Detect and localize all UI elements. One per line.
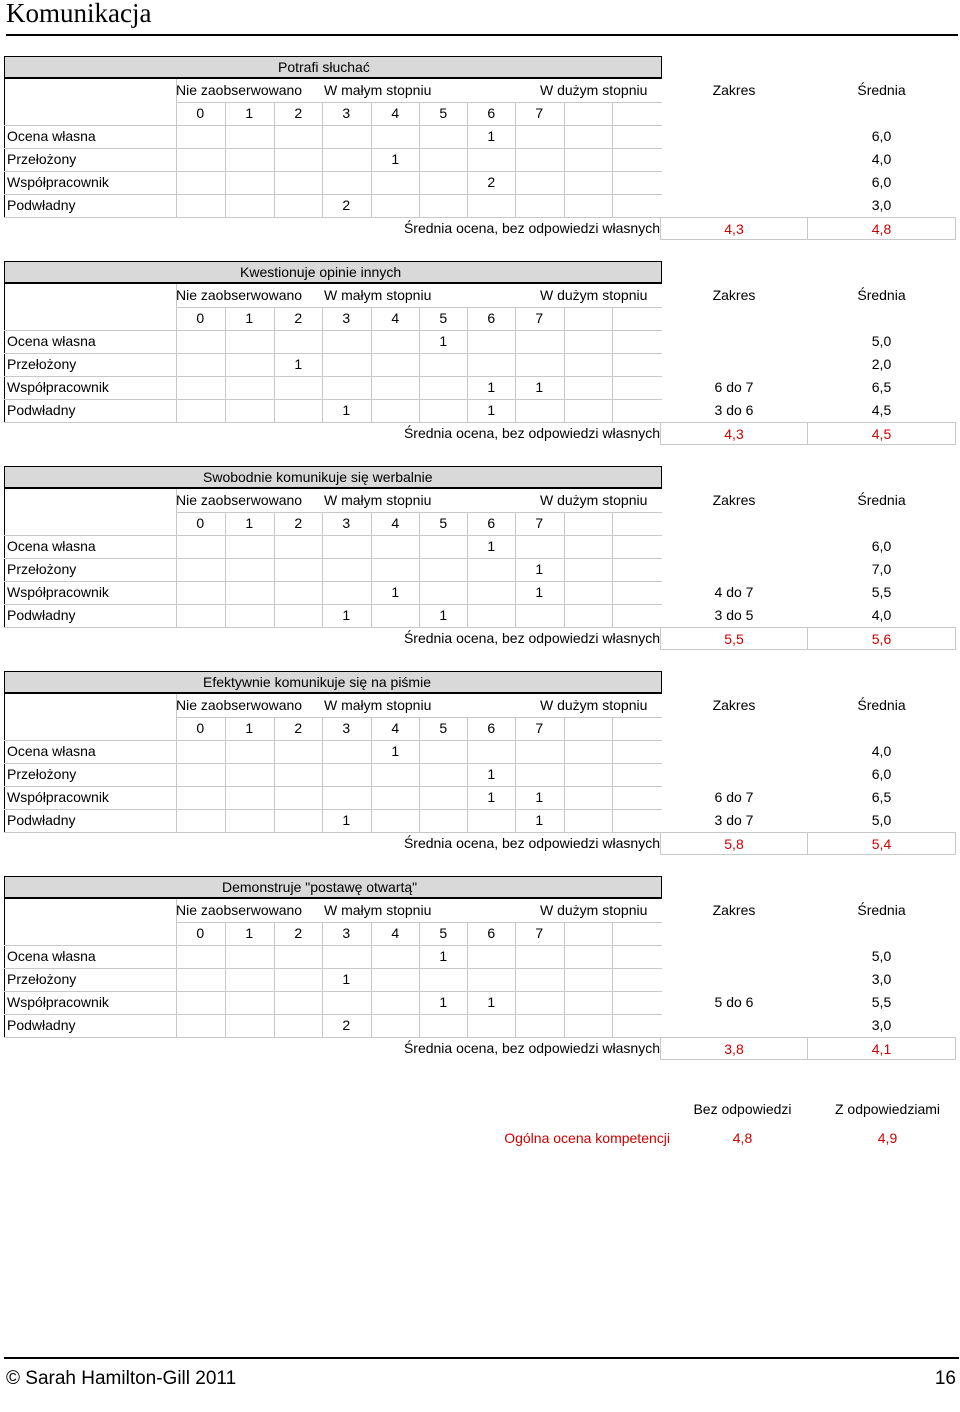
- score-count: 1: [342, 812, 351, 828]
- scale-label: 0: [196, 105, 205, 121]
- score-average: 4,0: [871, 607, 892, 623]
- grid-line: [612, 512, 613, 627]
- score-range: 3 do 6: [714, 402, 754, 418]
- overall-score-label: Ogólna ocena kompetencji: [504, 1130, 670, 1146]
- rater-label: Podwładny: [7, 607, 76, 623]
- scale-label: 3: [342, 310, 351, 326]
- score-average: 6,5: [871, 379, 892, 395]
- header-range: Zakres: [712, 492, 756, 508]
- rater-label: Przełożony: [7, 356, 77, 372]
- scale-label: 3: [342, 925, 351, 941]
- grid-line: [564, 512, 565, 627]
- score-count: 1: [439, 994, 448, 1010]
- competency-section: [4, 876, 960, 1060]
- rater-label: Przełożony: [7, 766, 77, 782]
- score-average: 5,0: [871, 333, 892, 349]
- score-count: 1: [487, 128, 496, 144]
- footer-divider: [4, 1357, 959, 1359]
- scale-label: 7: [535, 515, 544, 531]
- scale-label: 1: [245, 925, 254, 941]
- rater-label: Podwładny: [7, 402, 76, 418]
- scale-label: 5: [439, 720, 448, 736]
- header-small-degree: W małym stopniu: [324, 902, 432, 918]
- score-count: 2: [342, 1017, 351, 1033]
- overall-summary: [0, 1098, 960, 1158]
- score-count: 1: [535, 379, 544, 395]
- score-count: 1: [294, 356, 303, 372]
- score-count: 1: [487, 379, 496, 395]
- scale-label: 6: [487, 515, 496, 531]
- avg-excl-self-label: Średnia ocena, bez odpowiedzi własnych: [403, 1040, 660, 1056]
- rater-label: Przełożony: [7, 561, 77, 577]
- grid-line: [564, 307, 565, 422]
- score-average: 3,0: [871, 1017, 892, 1033]
- rater-label: Współpracownik: [7, 994, 109, 1010]
- overall-score-with: 4,9: [877, 1130, 898, 1146]
- header-average: Średnia: [857, 697, 906, 713]
- rater-label: Ocena własna: [7, 743, 96, 759]
- score-count: 1: [391, 743, 400, 759]
- rater-label: Ocena własna: [7, 333, 96, 349]
- grid-line: [564, 717, 565, 832]
- competency-section: [4, 56, 960, 240]
- scale-label: 2: [294, 515, 303, 531]
- section-title: Potrafi słuchać: [278, 59, 370, 75]
- score-count: 1: [342, 971, 351, 987]
- header-average: Średnia: [857, 287, 906, 303]
- avg-excl-self-average: 4,8: [807, 217, 956, 240]
- score-average: 6,5: [871, 789, 892, 805]
- section-title: Swobodnie komunikuje się werbalnie: [203, 469, 433, 485]
- score-count: 1: [487, 789, 496, 805]
- avg-excl-self-range: 4,3: [660, 217, 808, 240]
- avg-excl-self-range: 5,5: [660, 627, 808, 650]
- scale-label: 2: [294, 720, 303, 736]
- overall-score-without: 4,8: [732, 1130, 753, 1146]
- score-average: 7,0: [871, 561, 892, 577]
- score-count: 1: [342, 607, 351, 623]
- score-range: 4 do 7: [714, 584, 754, 600]
- avg-excl-self-average: 4,1: [807, 1037, 956, 1060]
- score-average: 5,0: [871, 812, 892, 828]
- section-title: Kwestionuje opinie innych: [240, 264, 402, 280]
- rater-label: Ocena własna: [7, 128, 96, 144]
- competency-section: [4, 261, 960, 445]
- score-average: 6,0: [871, 766, 892, 782]
- scale-label: 4: [391, 105, 400, 121]
- scale-label: 0: [196, 925, 205, 941]
- summary-col-without: Bez odpowiedzi: [693, 1101, 792, 1117]
- scale-label: 4: [391, 310, 400, 326]
- score-average: 3,0: [871, 197, 892, 213]
- header-range: Zakres: [712, 82, 756, 98]
- score-count: 1: [487, 402, 496, 418]
- rater-label: Ocena własna: [7, 948, 96, 964]
- score-count: 1: [535, 561, 544, 577]
- scale-label: 2: [294, 310, 303, 326]
- score-average: 4,5: [871, 402, 892, 418]
- footer-copyright: © Sarah Hamilton-Gill 2011: [6, 1368, 237, 1389]
- scale-label: 0: [196, 310, 205, 326]
- scale-label: 1: [245, 310, 254, 326]
- rater-label: Współpracownik: [7, 584, 109, 600]
- scale-label: 6: [487, 720, 496, 736]
- page-number: 16: [934, 1368, 956, 1389]
- header-average: Średnia: [857, 902, 906, 918]
- header-large-degree: W dużym stopniu: [540, 697, 648, 713]
- grid-line: [564, 102, 565, 217]
- score-average: 6,0: [871, 128, 892, 144]
- scale-label: 4: [391, 720, 400, 736]
- scale-label: 0: [196, 720, 205, 736]
- avg-excl-self-average: 5,6: [807, 627, 956, 650]
- header-not-observed: Nie zaobserwowano: [176, 697, 303, 713]
- scale-label: 5: [439, 925, 448, 941]
- header-large-degree: W dużym stopniu: [540, 902, 648, 918]
- header-range: Zakres: [712, 697, 756, 713]
- scale-label: 7: [535, 720, 544, 736]
- score-count: 1: [535, 812, 544, 828]
- score-range: 3 do 7: [714, 812, 754, 828]
- header-range: Zakres: [712, 287, 756, 303]
- rater-label: Współpracownik: [7, 174, 109, 190]
- summary-col-with: Z odpowiedziami: [834, 1101, 941, 1117]
- scale-label: 1: [245, 515, 254, 531]
- scale-label: 3: [342, 105, 351, 121]
- section-title: Demonstruje "postawę otwartą": [222, 879, 418, 895]
- competency-section: [4, 671, 960, 855]
- scale-label: 5: [439, 515, 448, 531]
- score-average: 5,0: [871, 948, 892, 964]
- score-average: 2,0: [871, 356, 892, 372]
- score-count: 1: [487, 994, 496, 1010]
- rater-label: Ocena własna: [7, 538, 96, 554]
- score-count: 1: [535, 789, 544, 805]
- rater-label: Przełożony: [7, 151, 77, 167]
- score-range: 6 do 7: [714, 789, 754, 805]
- header-range: Zakres: [712, 902, 756, 918]
- header-small-degree: W małym stopniu: [324, 697, 432, 713]
- score-range: 3 do 5: [714, 607, 754, 623]
- scale-label: 7: [535, 925, 544, 941]
- header-average: Średnia: [857, 82, 906, 98]
- score-count: 1: [342, 402, 351, 418]
- rater-label: Podwładny: [7, 1017, 76, 1033]
- scale-label: 3: [342, 720, 351, 736]
- score-range: 5 do 6: [714, 994, 754, 1010]
- scale-label: 0: [196, 515, 205, 531]
- scale-label: 6: [487, 925, 496, 941]
- competency-section: [4, 466, 960, 650]
- score-range: 6 do 7: [714, 379, 754, 395]
- avg-excl-self-range: 3,8: [660, 1037, 808, 1060]
- scale-label: 6: [487, 310, 496, 326]
- score-count: 2: [342, 197, 351, 213]
- scale-label: 5: [439, 310, 448, 326]
- avg-excl-self-average: 4,5: [807, 422, 956, 445]
- header-average: Średnia: [857, 492, 906, 508]
- score-count: 1: [535, 584, 544, 600]
- avg-excl-self-average: 5,4: [807, 832, 956, 855]
- score-count: 2: [487, 174, 496, 190]
- title-underline: [6, 34, 958, 36]
- avg-excl-self-label: Średnia ocena, bez odpowiedzi własnych: [403, 630, 660, 646]
- rater-label: Podwładny: [7, 812, 76, 828]
- grid-line: [612, 717, 613, 832]
- grid-line: [564, 922, 565, 1037]
- header-not-observed: Nie zaobserwowano: [176, 287, 303, 303]
- scale-label: 2: [294, 925, 303, 941]
- header-small-degree: W małym stopniu: [324, 287, 432, 303]
- avg-excl-self-label: Średnia ocena, bez odpowiedzi własnych: [403, 220, 660, 236]
- scale-label: 7: [535, 105, 544, 121]
- scale-label: 3: [342, 515, 351, 531]
- scale-label: 1: [245, 720, 254, 736]
- header-large-degree: W dużym stopniu: [540, 287, 648, 303]
- score-average: 4,0: [871, 151, 892, 167]
- section-title: Efektywnie komunikuje się na piśmie: [203, 674, 431, 690]
- avg-excl-self-range: 4,3: [660, 422, 808, 445]
- scale-label: 4: [391, 515, 400, 531]
- rater-label: Przełożony: [7, 971, 77, 987]
- header-large-degree: W dużym stopniu: [540, 82, 648, 98]
- score-average: 5,5: [871, 994, 892, 1010]
- scale-label: 5: [439, 105, 448, 121]
- avg-excl-self-label: Średnia ocena, bez odpowiedzi własnych: [403, 835, 660, 851]
- grid-line: [612, 922, 613, 1037]
- scale-label: 4: [391, 925, 400, 941]
- score-average: 4,0: [871, 743, 892, 759]
- score-count: 1: [439, 948, 448, 964]
- score-count: 1: [487, 766, 496, 782]
- score-count: 1: [439, 607, 448, 623]
- rater-label: Współpracownik: [7, 789, 109, 805]
- header-not-observed: Nie zaobserwowano: [176, 492, 303, 508]
- score-count: 1: [391, 151, 400, 167]
- header-not-observed: Nie zaobserwowano: [176, 902, 303, 918]
- header-not-observed: Nie zaobserwowano: [176, 82, 303, 98]
- avg-excl-self-label: Średnia ocena, bez odpowiedzi własnych: [403, 425, 660, 441]
- page-title: Komunikacja: [6, 0, 152, 28]
- score-count: 1: [487, 538, 496, 554]
- scale-label: 2: [294, 105, 303, 121]
- scale-label: 1: [245, 105, 254, 121]
- score-average: 5,5: [871, 584, 892, 600]
- rater-label: Podwładny: [7, 197, 76, 213]
- score-average: 3,0: [871, 971, 892, 987]
- score-count: 1: [439, 333, 448, 349]
- scale-label: 6: [487, 105, 496, 121]
- header-large-degree: W dużym stopniu: [540, 492, 648, 508]
- score-count: 1: [391, 584, 400, 600]
- grid-line: [612, 307, 613, 422]
- header-small-degree: W małym stopniu: [324, 492, 432, 508]
- scale-label: 7: [535, 310, 544, 326]
- header-small-degree: W małym stopniu: [324, 82, 432, 98]
- grid-line: [612, 102, 613, 217]
- avg-excl-self-range: 5,8: [660, 832, 808, 855]
- score-average: 6,0: [871, 174, 892, 190]
- rater-label: Współpracownik: [7, 379, 109, 395]
- score-average: 6,0: [871, 538, 892, 554]
